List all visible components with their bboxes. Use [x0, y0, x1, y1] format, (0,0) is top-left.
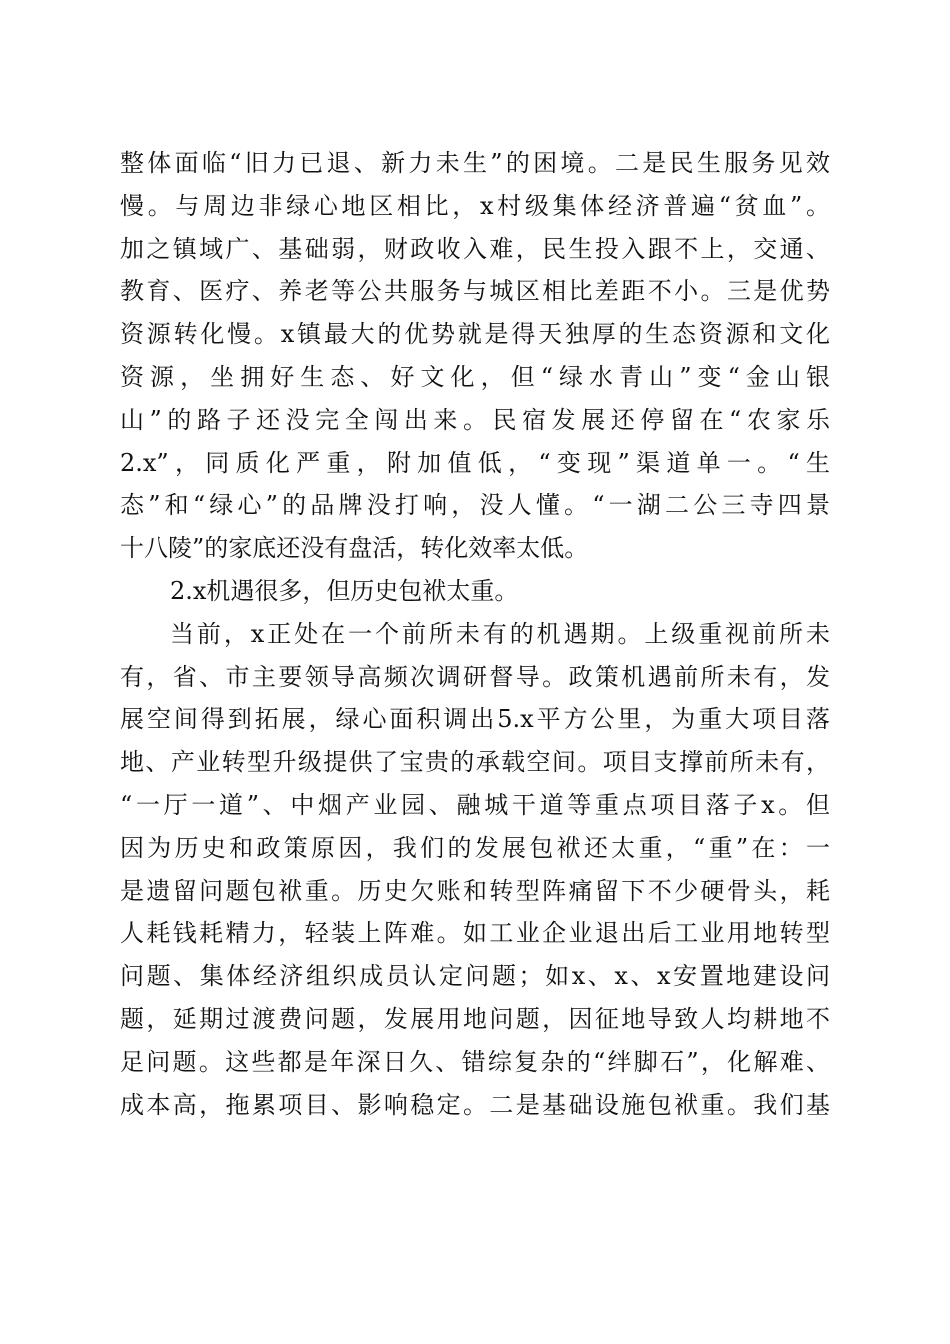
text-line: 有，省、市主要领导高频次调研督导。政策机遇前所未有，发 — [120, 662, 830, 691]
text-line: 地、产业转型升级提供了宝贵的承载空间。项目支撑前所未有， — [120, 748, 830, 777]
text-line: 教育、医疗、养老等公共服务与城区相比差距不小。三是优势 — [120, 277, 830, 306]
text-line: 题，延期过渡费问题，发展用地问题，因征地导致人均耕地不 — [120, 1004, 830, 1033]
text-line: 是遗留问题包袱重。历史欠账和转型阵痛留下不少硬骨头，耗 — [120, 876, 830, 905]
text-line: “一厅一道”、中烟产业园、融城干道等重点项目落子x。但 — [120, 790, 830, 819]
text-line: 问题、集体经济组织成员认定问题；如x、x、x安置地建设问 — [120, 962, 830, 991]
text-line: 当前，x正处在一个前所未有的机遇期。上级重视前所未 — [170, 619, 830, 648]
text-line: 展空间得到拓展，绿心面积调出5.x平方公里，为重大项目落 — [120, 705, 830, 734]
text-line: 十八陵”的家底还没有盘活，转化效率太低。 — [120, 534, 589, 563]
text-line: 人耗钱耗精力，轻装上阵难。如工业企业退出后工业用地转型 — [120, 919, 830, 948]
text-line: 态”和“绿心”的品牌没打响，没人懂。“一湖二公三寺四景 — [120, 491, 830, 520]
text-line: 山”的路子还没完全闯出来。民宿发展还停留在“农家乐 — [120, 405, 830, 434]
text-line: 整体面临“旧力已退、新力未生”的困境。二是民生服务见效 — [120, 149, 830, 177]
text-line: 慢。与周边非绿心地区相比，x村级集体经济普遍“贫血”。 — [120, 191, 830, 220]
text-line: 因为历史和政策原因，我们的发展包袱还太重，“重”在：一 — [120, 833, 830, 862]
text-line: 足问题。这些都是年深日久、错综复杂的“绊脚石”，化解难、 — [120, 1047, 830, 1076]
text-line: 2.x”，同质化严重，附加值低，“变现”渠道单一。“生 — [120, 448, 830, 477]
text-line: 加之镇域广、基础弱，财政收入难，民生投入跟不上，交通、 — [120, 234, 830, 263]
text-line: 资源转化慢。x镇最大的优势就是得天独厚的生态资源和文化 — [120, 320, 830, 349]
text-line: 成本高，拖累项目、影响稳定。二是基础设施包袱重。我们基 — [120, 1090, 830, 1119]
body-text — [120, 142, 830, 1126]
text-line: 资源，坐拥好生态、好文化，但“绿水青山”变“金山银 — [120, 362, 830, 391]
section-heading: 2.x机遇很多，但历史包袱太重。 — [170, 576, 519, 605]
